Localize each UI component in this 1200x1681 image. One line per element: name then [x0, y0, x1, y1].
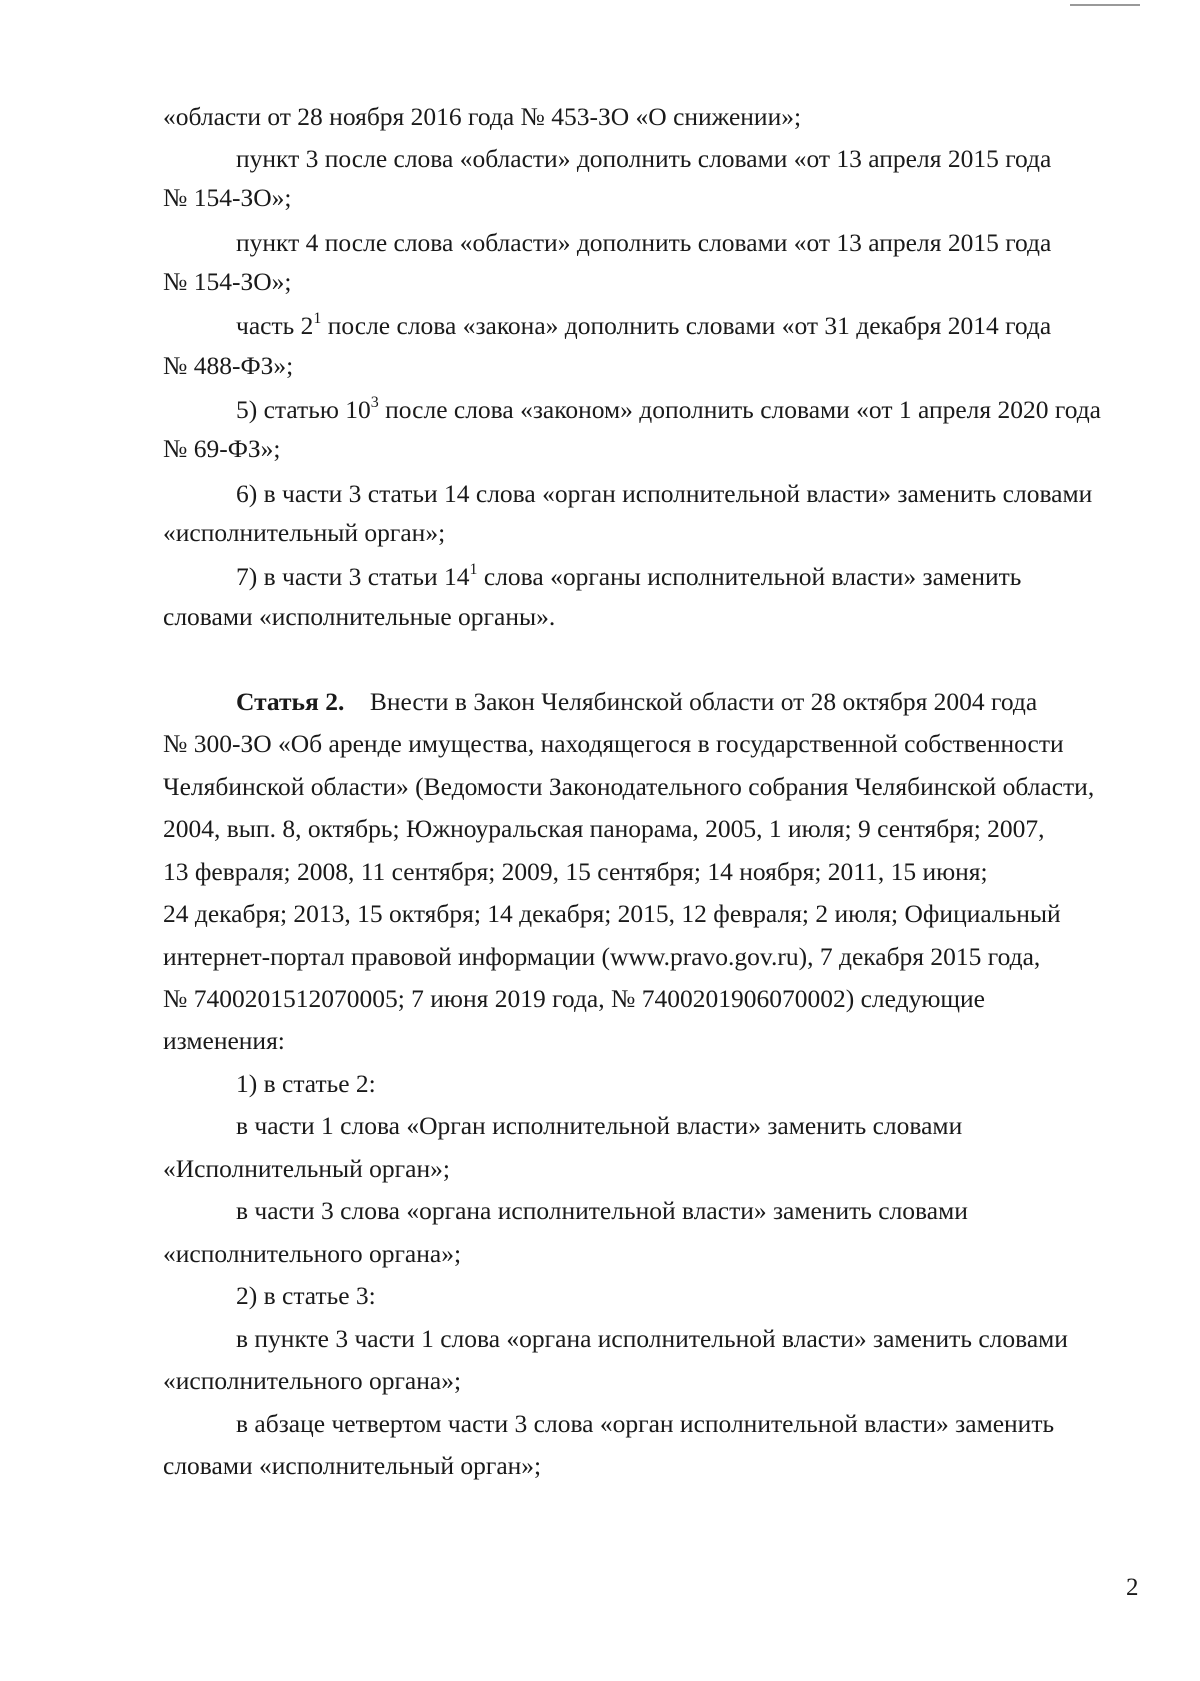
superscript: 3	[370, 394, 379, 411]
text-line: 2) в статье 3:	[236, 1281, 376, 1310]
text-fragment: после слова «законом» дополнить словами «от 1 апреля 2020 года	[385, 395, 1102, 424]
text-line: 2004, вып. 8, октябрь; Южноуральская панорама, 2005, 1 июля; 9 сентября; 2007,	[163, 814, 1045, 843]
superscript: 1	[469, 561, 478, 578]
text-line: интернет-портал правовой информации (www.pravo.gov.ru), 7 декабря 2015 года,	[163, 942, 1041, 971]
text-line: 6) в части 3 статьи 14 слова «орган исполнительной власти» заменить словами	[236, 479, 1093, 508]
text-line: «исполнительный орган»;	[163, 518, 446, 547]
text-line: «исполнительного органа»;	[163, 1239, 462, 1268]
page-number: 2	[1126, 1574, 1139, 1601]
text-line: изменения:	[163, 1026, 285, 1055]
text-line: № 488-ФЗ»;	[163, 351, 294, 380]
text-fragment: 5) статью 10	[236, 395, 371, 424]
superscript: 1	[313, 310, 322, 327]
text-fragment: Внести в Закон Челябинской области от 28 октября 2004 года	[369, 687, 1038, 716]
text-line: № 154-ЗО»;	[163, 183, 292, 212]
text-fragment: слова «органы исполнительной власти» заменить	[483, 562, 1022, 591]
text-line: словами «исполнительные органы».	[163, 602, 556, 631]
text-line: 24 декабря; 2013, 15 октября; 14 декабря; 2015, 12 февраля; 2 июля; Официальный	[163, 899, 1061, 928]
text-line: 1) в статье 2:	[236, 1069, 376, 1098]
text-line: Челябинской области» (Ведомости Законодательного собрания Челябинской области,	[163, 772, 1095, 801]
text-line: в абзаце четвертом части 3 слова «орган исполнительной власти» заменить	[236, 1409, 1055, 1438]
text-line: пункт 4 после слова «области» дополнить словами «от 13 апреля 2015 года	[236, 228, 1052, 257]
text-line: в части 3 слова «органа исполнительной власти» заменить словами	[236, 1196, 968, 1225]
article-label: Статья 2.	[236, 687, 345, 716]
text-line: № 300-ЗО «Об аренде имущества, находящегося в государственной собственности	[163, 729, 1064, 758]
text-line: 13 февраля; 2008, 11 сентября; 2009, 15 сентября; 14 ноября; 2011, 15 июня;	[163, 857, 988, 886]
text-fragment: 7) в части 3 статьи 14	[236, 562, 470, 591]
scan-artifact	[1070, 4, 1140, 6]
text-line: в части 1 слова «Орган исполнительной власти» заменить словами	[236, 1111, 963, 1140]
text-line: словами «исполнительный орган»;	[163, 1451, 542, 1480]
text-line: «Исполнительный орган»;	[163, 1154, 450, 1183]
text-line: «области от 28 ноября 2016 года № 453-ЗО «О снижении»;	[163, 102, 802, 131]
text-line: в пункте 3 части 1 слова «органа исполнительной власти» заменить словами	[236, 1324, 1068, 1353]
text-line: пункт 3 после слова «области» дополнить словами «от 13 апреля 2015 года	[236, 144, 1052, 173]
text-line: «исполнительного органа»;	[163, 1366, 462, 1395]
text-line: № 7400201512070005; 7 июня 2019 года, № 7400201906070002) следующие	[163, 984, 985, 1013]
text-fragment: после слова «закона» дополнить словами «от 31 декабря 2014 года	[327, 311, 1052, 340]
text-fragment: часть 2	[236, 311, 314, 340]
text-line: № 154-ЗО»;	[163, 267, 292, 296]
article-heading-line	[236, 679, 1138, 724]
text-line: № 69-ФЗ»;	[163, 434, 281, 463]
